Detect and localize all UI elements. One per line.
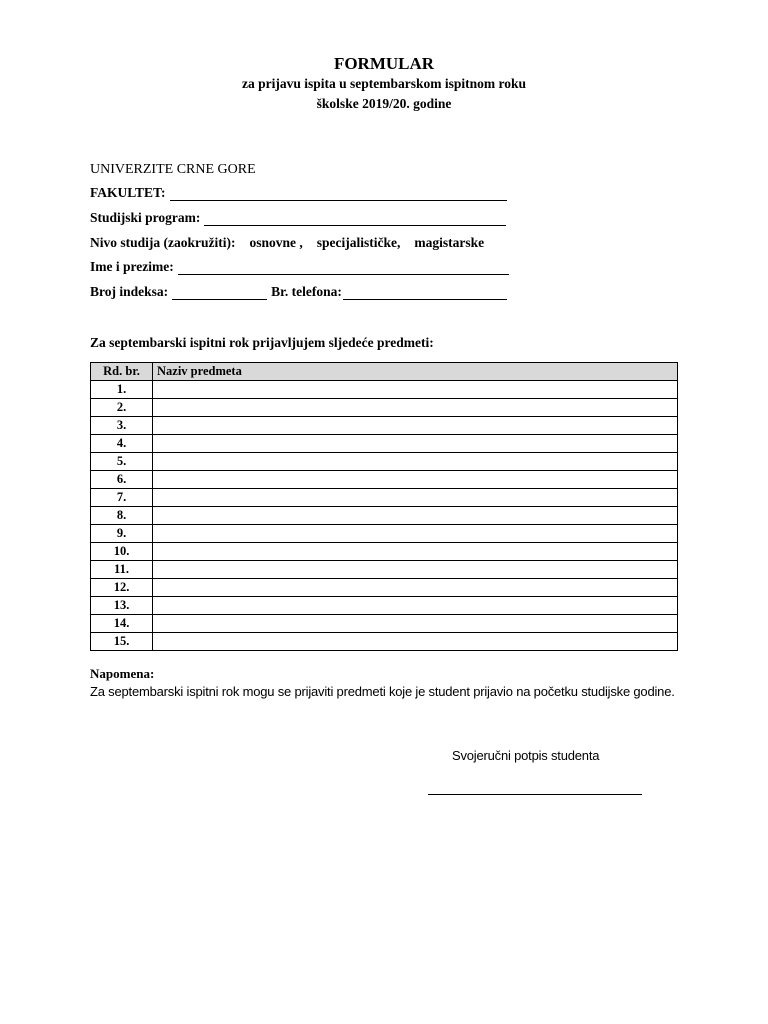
faculty-label: FAKULTET: bbox=[90, 185, 166, 200]
subject-cell[interactable] bbox=[153, 579, 678, 597]
form-subtitle-line1: za prijavu ispita u septembarskom ispitnom roku bbox=[241, 76, 527, 91]
level-option-specialist[interactable]: specijalističke, bbox=[316, 235, 401, 250]
table-row bbox=[91, 435, 678, 453]
row-number: 12. bbox=[91, 579, 153, 597]
program-input-line[interactable] bbox=[204, 211, 506, 226]
row-number: 13. bbox=[91, 597, 153, 615]
row-number: 1. bbox=[91, 381, 153, 399]
subject-cell[interactable] bbox=[153, 633, 678, 651]
subject-cell[interactable] bbox=[153, 453, 678, 471]
level-option-master[interactable]: magistarske bbox=[414, 235, 485, 250]
table-row bbox=[91, 489, 678, 507]
form-title: FORMULAR bbox=[333, 54, 435, 73]
table-row bbox=[91, 471, 678, 489]
signature-label: Svojeručni potpis studenta bbox=[452, 748, 600, 763]
row-number: 8. bbox=[91, 507, 153, 525]
table-row bbox=[91, 507, 678, 525]
form-subtitle-line2: školske 2019/20. godine bbox=[316, 96, 452, 111]
subjects-table bbox=[90, 362, 678, 651]
table-header-row bbox=[91, 363, 678, 381]
faculty-input-line[interactable] bbox=[170, 186, 507, 201]
subject-cell[interactable] bbox=[153, 597, 678, 615]
faculty-field bbox=[90, 185, 507, 201]
subject-cell[interactable] bbox=[153, 381, 678, 399]
subject-cell[interactable] bbox=[153, 435, 678, 453]
table-row bbox=[91, 561, 678, 579]
program-field bbox=[90, 210, 506, 226]
row-number: 3. bbox=[91, 417, 153, 435]
row-number: 10. bbox=[91, 543, 153, 561]
subject-cell[interactable] bbox=[153, 471, 678, 489]
table-row bbox=[91, 579, 678, 597]
row-number: 11. bbox=[91, 561, 153, 579]
index-label: Broj indeksa: bbox=[90, 284, 169, 299]
row-number: 9. bbox=[91, 525, 153, 543]
column-header-subject: Naziv predmeta bbox=[153, 363, 678, 381]
table-row bbox=[91, 597, 678, 615]
program-label: Studijski program: bbox=[90, 210, 201, 225]
subjects-intro: Za septembarski ispitni rok prijavljujem sljedeće predmeti: bbox=[90, 335, 434, 350]
column-header-number: Rd. br. bbox=[91, 363, 153, 381]
index-phone-field bbox=[90, 284, 507, 300]
level-option-basic[interactable]: osnovne , bbox=[249, 235, 303, 250]
signature-line[interactable] bbox=[428, 793, 642, 795]
name-label: Ime i prezime: bbox=[90, 259, 174, 274]
level-label: Nivo studija (zaokružiti): bbox=[90, 235, 236, 250]
subject-cell[interactable] bbox=[153, 525, 678, 543]
subject-cell[interactable] bbox=[153, 561, 678, 579]
table-row bbox=[91, 543, 678, 561]
row-number: 14. bbox=[91, 615, 153, 633]
phone-input-line[interactable] bbox=[343, 285, 507, 300]
note-text: Za septembarski ispitni rok mogu se prijaviti predmeti koje je student prijavio na početku studijske godine. bbox=[90, 684, 675, 699]
index-input-line[interactable] bbox=[172, 285, 267, 300]
table-row bbox=[91, 399, 678, 417]
row-number: 7. bbox=[91, 489, 153, 507]
table-row bbox=[91, 633, 678, 651]
subject-cell[interactable] bbox=[153, 507, 678, 525]
subject-cell[interactable] bbox=[153, 489, 678, 507]
table-row bbox=[91, 453, 678, 471]
note-heading: Napomena: bbox=[90, 666, 155, 681]
table-row bbox=[91, 381, 678, 399]
subject-cell[interactable] bbox=[153, 399, 678, 417]
row-number: 15. bbox=[91, 633, 153, 651]
row-number: 2. bbox=[91, 399, 153, 417]
subject-cell[interactable] bbox=[153, 615, 678, 633]
row-number: 6. bbox=[91, 471, 153, 489]
name-input-line[interactable] bbox=[178, 260, 509, 275]
level-field bbox=[90, 235, 484, 251]
university-name: UNIVERZITE CRNE GORE bbox=[90, 162, 256, 177]
phone-label: Br. telefona: bbox=[271, 284, 342, 299]
row-number: 4. bbox=[91, 435, 153, 453]
table-row bbox=[91, 417, 678, 435]
name-field bbox=[90, 259, 509, 275]
table-row bbox=[91, 525, 678, 543]
table-row bbox=[91, 615, 678, 633]
subject-cell[interactable] bbox=[153, 543, 678, 561]
subject-cell[interactable] bbox=[153, 417, 678, 435]
row-number: 5. bbox=[91, 453, 153, 471]
